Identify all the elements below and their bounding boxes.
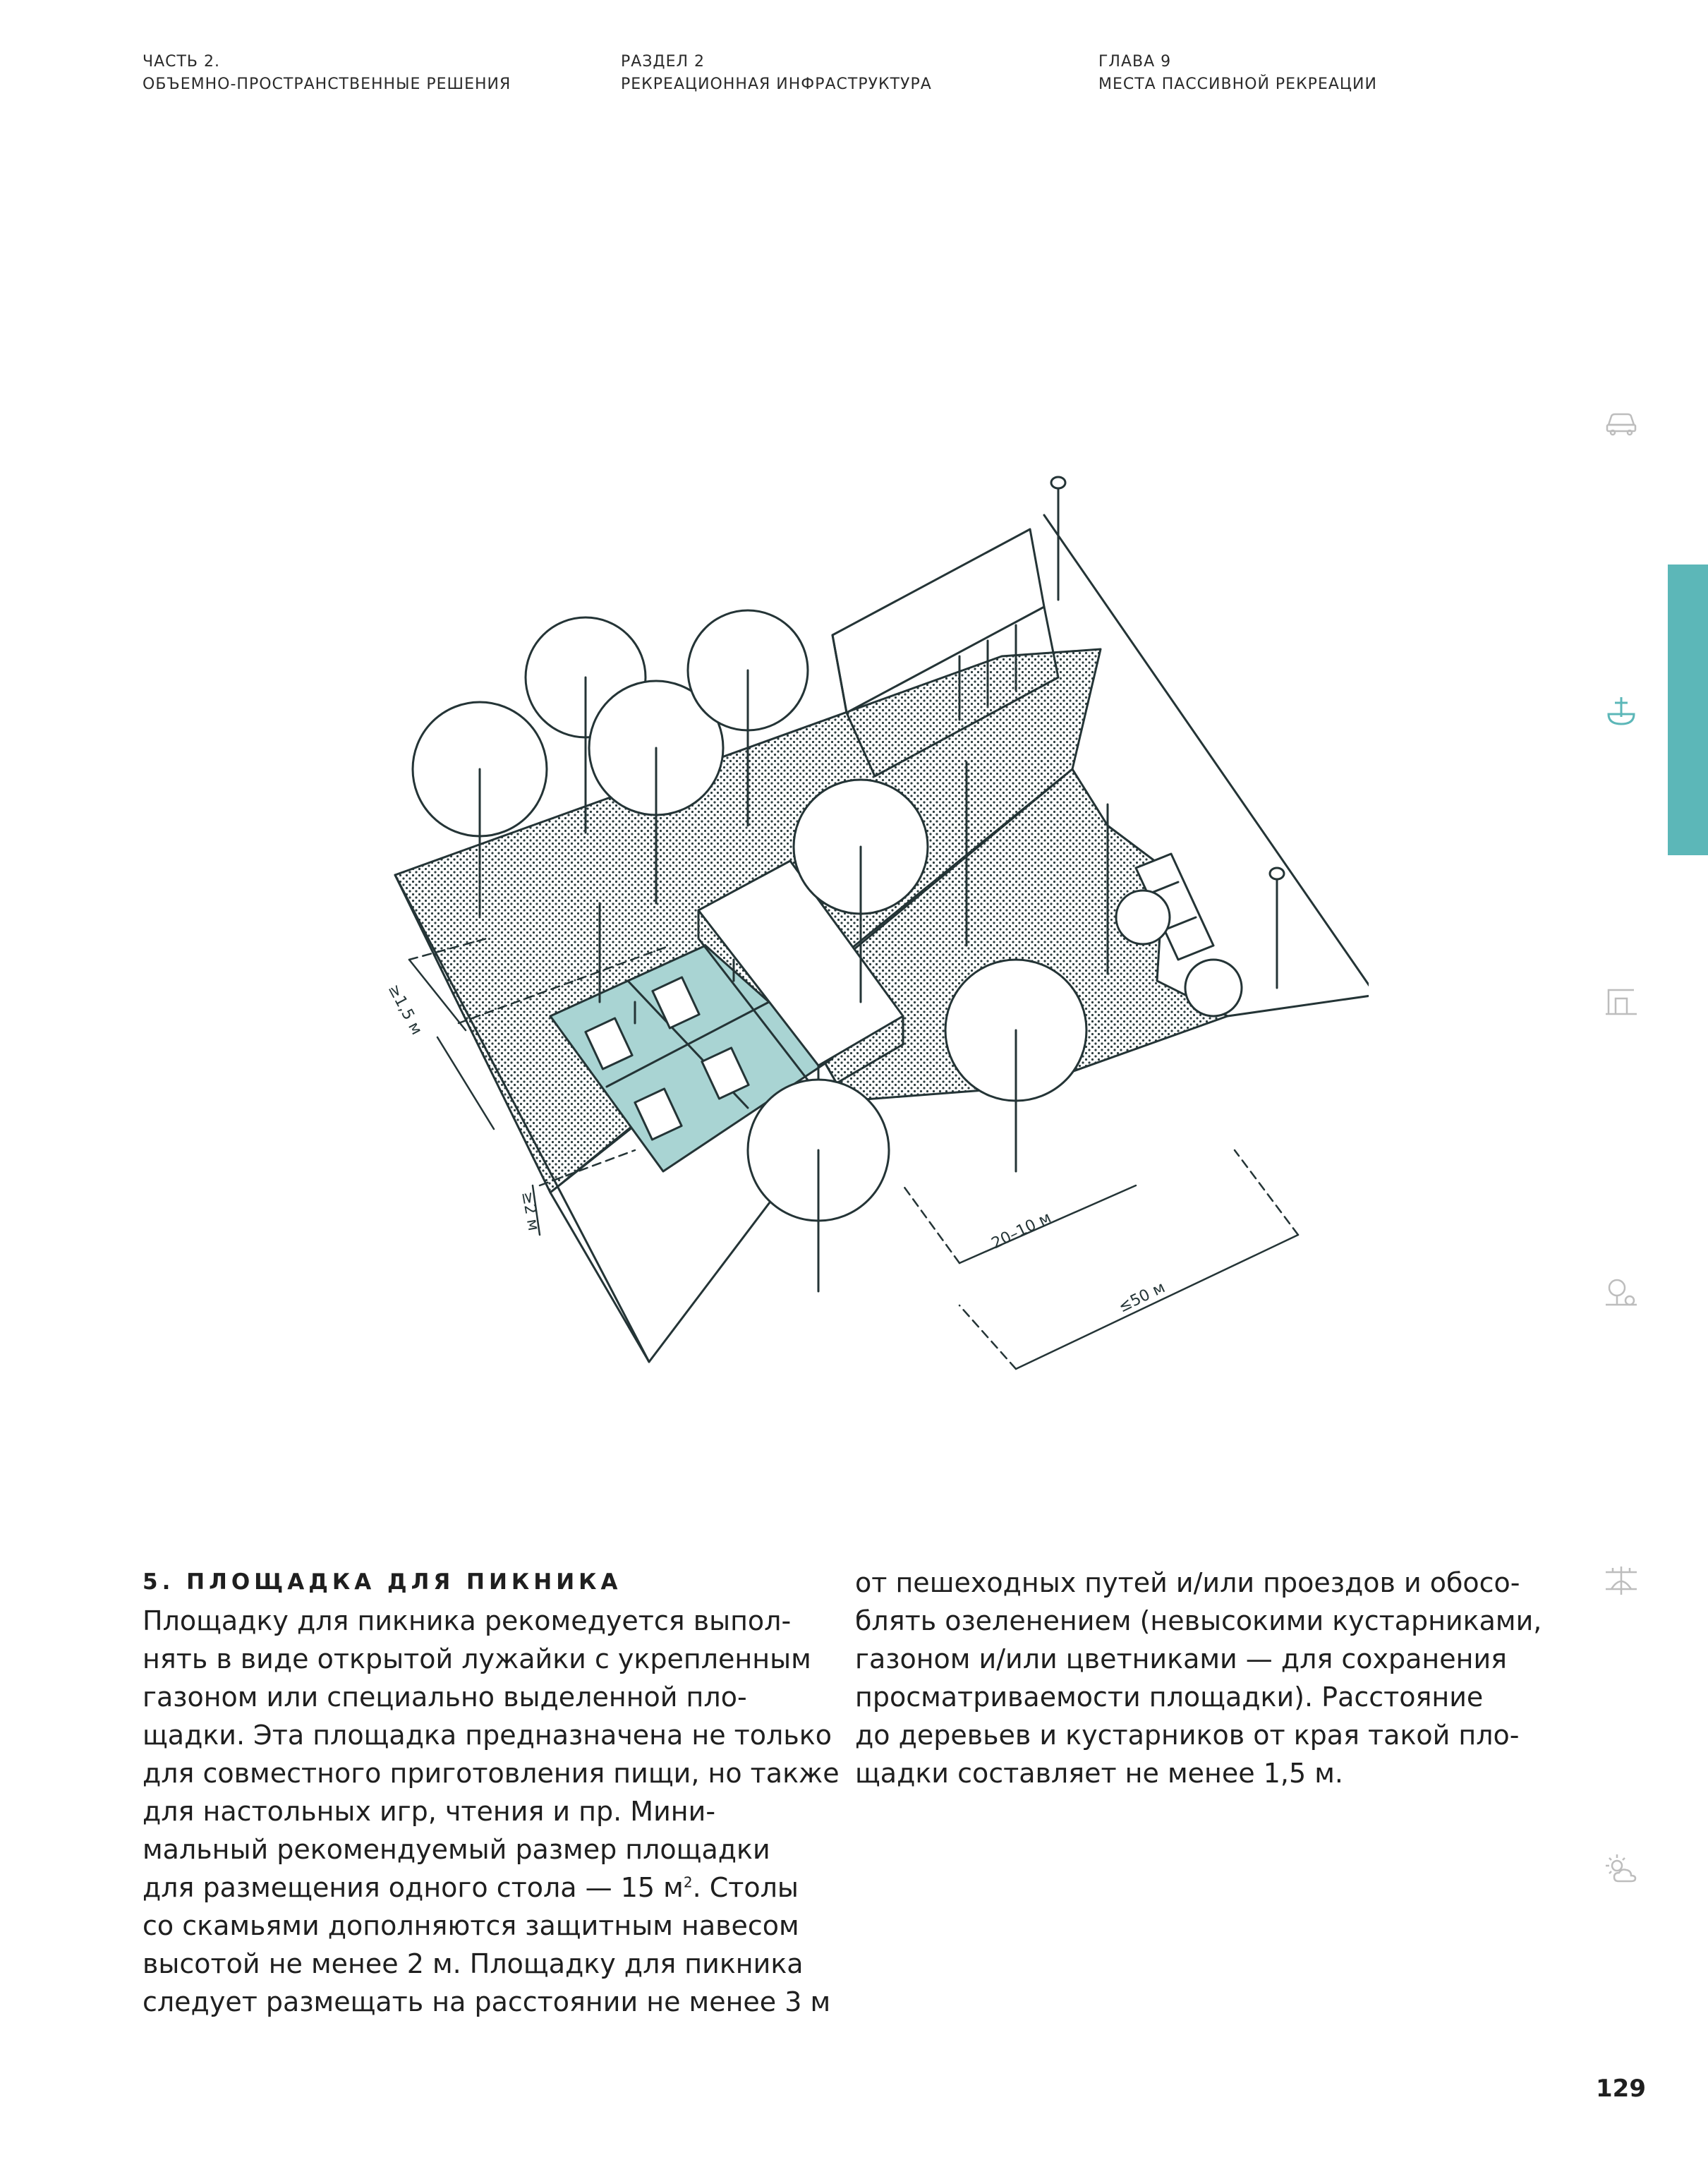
text-line: от пешеходных путей и/или проездов и обосо- (855, 1567, 1520, 1598)
text-line: газоном или специально выделенной пло- (143, 1682, 747, 1713)
playground-icon[interactable] (1603, 1274, 1640, 1310)
dim-label-3: 20–10 м (988, 1209, 1055, 1253)
header-part-title: ОБЪЕМНО-ПРОСТРАНСТВЕННЫЕ РЕШЕНИЯ (143, 76, 511, 93)
bridge-icon[interactable] (1603, 1562, 1640, 1599)
header-chapter (1098, 51, 1377, 96)
recreation-icon[interactable] (1603, 693, 1640, 730)
text-line: следует размещать на расстоянии не менее 3 м (143, 1986, 831, 2017)
picnic-area-illustration (339, 452, 1369, 1397)
header-section-title: РЕКРЕАЦИОННАЯ ИНФРАСТРУКТУРА (621, 76, 932, 93)
header-part-number: ЧАСТЬ 2. (143, 53, 221, 71)
text-line: мальный рекомендуемый размер площадки (143, 1834, 770, 1865)
section-title: 5. ПЛОЩАДКА ДЛЯ ПИКНИКА (143, 1569, 622, 1595)
text-line: Площадку для пикника рекомедуется выпол- (143, 1605, 792, 1636)
dim-label-1: ≥1,5 м (384, 982, 425, 1038)
header-part (143, 51, 511, 96)
building-icon[interactable] (1603, 983, 1640, 1020)
text-line: для совместного приготовления пищи, но также (143, 1758, 840, 1789)
text-line: газоном и/или цветниками — для сохранения (855, 1643, 1508, 1674)
text-line: высотой не менее 2 м. Площадку для пикника (143, 1948, 804, 1979)
chapter-tab[interactable] (1668, 565, 1708, 855)
text-line: блять озеленением (невысокими кустарниками, (855, 1605, 1542, 1636)
text-line: нять в виде открытой лужайки с укрепленным (143, 1643, 811, 1674)
car-icon[interactable] (1603, 404, 1640, 440)
header-section (621, 51, 932, 96)
text-line: до деревьев и кустарников от края такой пло- (855, 1720, 1520, 1751)
header-section-number: РАЗДЕЛ 2 (621, 53, 705, 71)
header-chapter-title: МЕСТА ПАССИВНОЙ РЕКРЕАЦИИ (1098, 76, 1377, 93)
text-line: для размещения одного стола — 15 $м^2$. Столы (143, 1872, 799, 1903)
weather-icon[interactable] (1603, 1852, 1640, 1888)
dim-label-2: ≥2 м (518, 1190, 543, 1233)
dim-label-4: ≤50 м (1115, 1279, 1168, 1317)
text-line: со скамьями дополняются защитным навесом (143, 1910, 799, 1941)
text-line: просматриваемости площадки). Расстояние (855, 1682, 1484, 1713)
header-chapter-number: ГЛАВА 9 (1098, 53, 1172, 71)
text-column-left (143, 1602, 840, 2021)
text-column-right (855, 1564, 1542, 1792)
text-line: щадки составляет не менее 1,5 м. (855, 1758, 1343, 1789)
text-line: щадки. Эта площадка предназначена не только (143, 1720, 832, 1751)
page-number: 129 (1596, 2075, 1646, 2103)
text-line: для настольных игр, чтения и пр. Мини- (143, 1796, 716, 1827)
